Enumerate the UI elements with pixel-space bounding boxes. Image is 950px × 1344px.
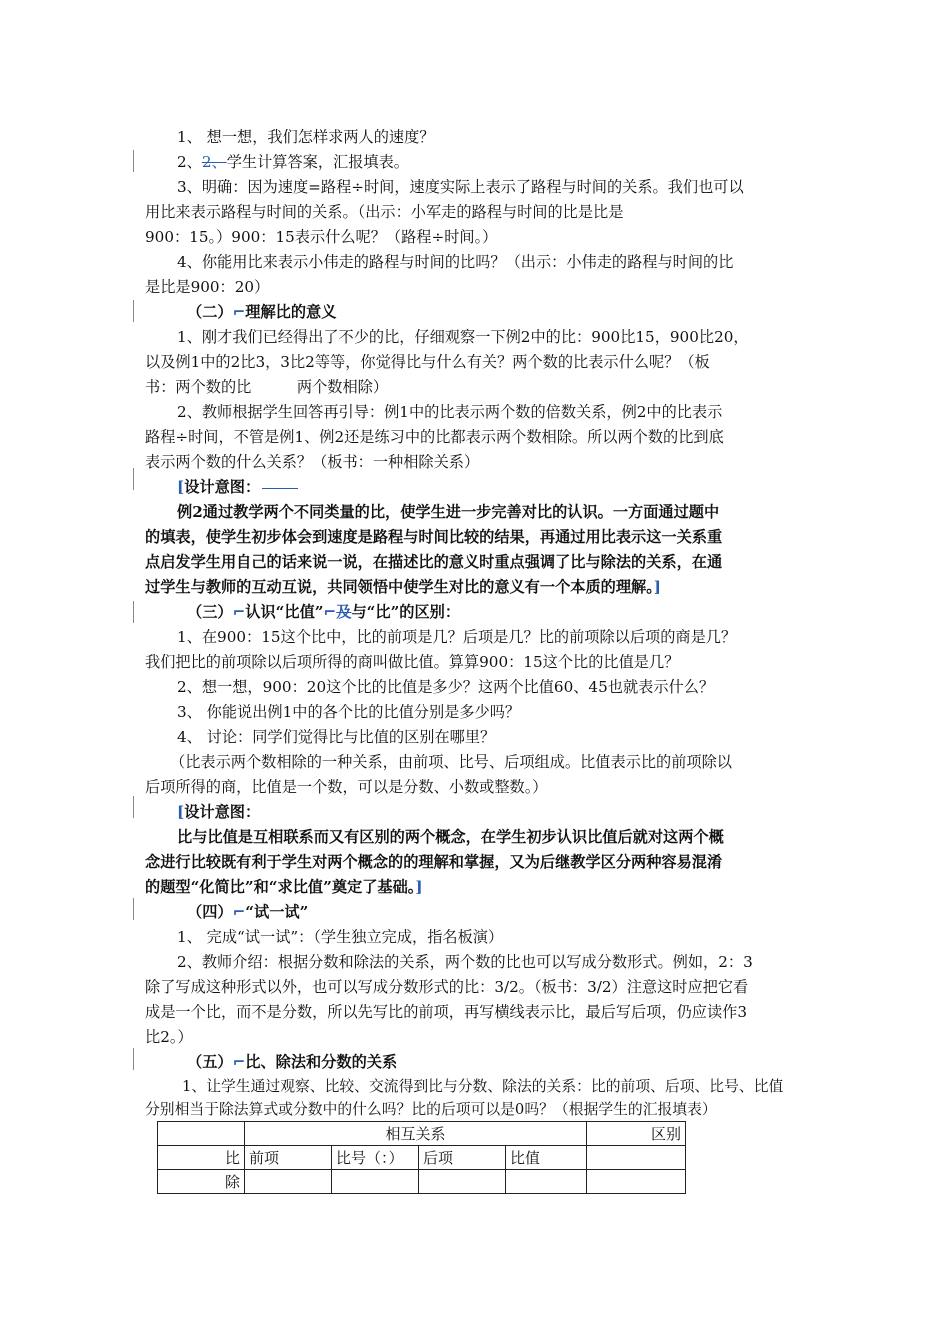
revision-bar (133, 468, 134, 490)
paragraph-line: 书：两个数的比 两个数相除） (145, 378, 388, 396)
design-intent-line: 的填表，使学生初步体会到速度是路程与时间比较的结果，再通过用比表示这一关系重 (145, 528, 723, 546)
line-text: 过学生与教师的互动互说，共同领悟中使学生对比的意义有一个本质的理解。 (145, 578, 654, 596)
section-heading (187, 1050, 827, 1074)
section-heading (187, 900, 827, 924)
table-cell (332, 1170, 419, 1194)
revision-mark: ⌐ (232, 603, 246, 621)
revision-bar (133, 1048, 134, 1070)
revision-mark: ⌐ (232, 903, 246, 921)
heading-text: 比、除法和分数的关系 (245, 1053, 398, 1071)
revision-bar (133, 601, 134, 623)
revision-mark: ⌐ (323, 603, 337, 621)
heading-text: 与“比”的区别： (351, 603, 461, 621)
bracket-mark: ] (415, 878, 423, 896)
paragraph-line: 我们把比的前项除以后项所得的商叫做比值。算算900：15这个比的比值是几？ (145, 653, 680, 671)
revision-mark: ⌐ (232, 1053, 246, 1071)
table-cell: 前项 (245, 1146, 332, 1170)
paragraph-line: 1、 完成“试一试”：（学生独立完成，指名板演） (177, 928, 504, 946)
paragraph-line: 用比来表示路程与时间的关系。（出示：小军走的路程与时间的比是比是 (145, 203, 624, 221)
heading-text: 认识“比值” (245, 603, 324, 621)
heading-number: （二） (187, 303, 233, 321)
paragraph-line: 路程÷时间，不管是例1、例2还是练习中的比都表示两个数相除。所以两个数的比到底 (145, 428, 724, 446)
paragraph-line: 1、刚才我们已经得出了不少的比，仔细观察一下例2中的比：900比15，900比20， (177, 328, 749, 346)
table-cell (419, 1170, 506, 1194)
table-row-label: 比 (158, 1146, 245, 1170)
design-intent-line: 比与比值是互相联系而又有区别的两个概念，在学生初步认识比值后就对这两个概 (177, 828, 724, 846)
paragraph-line: 成是一个比，而不是分数，所以先写比的前项，再写横线表示比，最后写后项，仍应读作3 (145, 1003, 747, 1021)
paragraph-line: 4、 讨论：同学们觉得比与比值的区别在哪里？ (177, 728, 496, 746)
table-row (158, 1170, 686, 1194)
heading-text: 理解比的意义 (245, 303, 337, 321)
table-cell (587, 1170, 686, 1194)
table-row (158, 1122, 686, 1146)
table-row-label: 除 (158, 1170, 245, 1194)
revision-mark: ⌐ (232, 303, 246, 321)
table-cell (506, 1170, 587, 1194)
paragraph-line: 2、教师根据学生回答再引导：例1中的比表示两个数的倍数关系，例2中的比表示 (177, 403, 723, 421)
table-header-cell: 区别 (587, 1122, 686, 1146)
table-cell (245, 1170, 332, 1194)
paragraph-line: 1、 想一想，我们怎样求两人的速度？ (177, 128, 435, 146)
paragraph-line: （比表示两个数相除的一种关系，由前项、比号、后项组成。比值表示比的前项除以 (170, 753, 732, 771)
heading-number: （三） (187, 603, 233, 621)
table-cell: 比值 (506, 1146, 587, 1170)
deleted-text: 及 (336, 603, 352, 621)
paragraph-line: 除了写成这种形式以外，也可以写成分数形式的比：3/2。（板书：3/2）注意这时应把它看 (145, 978, 749, 996)
line-text: 的题型“化简比”和“求比值”奠定了基础。 (145, 878, 416, 896)
paragraph-line: 后项所得的商，比值是一个数，可以是分数、小数或整数。） (145, 778, 548, 796)
design-intent-line (145, 575, 815, 599)
table-cell (587, 1146, 686, 1170)
design-intent-line: 例2通过教学两个不同类量的比，使学生进一步完善对比的认识。一方面通过题中 (177, 503, 720, 521)
line-text: 学生计算答案，汇报填表。 (226, 153, 409, 171)
label-text: 设计意图： (184, 478, 261, 496)
section-heading (187, 300, 827, 324)
bracket-mark: [ (177, 478, 185, 496)
design-intent-label (177, 800, 817, 824)
paragraph-line: 2、教师介绍：根据分数和除法的关系，两个数的比也可以写成分数形式。例如，2：3 (177, 953, 753, 971)
design-intent-label (177, 475, 817, 499)
table-cell: 后项 (419, 1146, 506, 1170)
paragraph-line: 3、明确：因为速度=路程÷时间，速度实际上表示了路程与时间的关系。我们也可以 (177, 178, 744, 196)
table-header-cell: 相互关系 (245, 1122, 587, 1146)
revision-underline (262, 488, 298, 489)
table-row (158, 1146, 686, 1170)
design-intent-line: 念进行比较既有利于学生对两个概念的的理解和掌握，又为后继教学区分两种容易混淆 (145, 853, 723, 871)
paragraph-line (177, 150, 817, 174)
revision-bar (133, 796, 134, 818)
paragraph-line: 2、想一想，900：20这个比的比值是多少？这两个比值60、45也就表示什么？ (177, 678, 715, 696)
design-intent-line (145, 875, 815, 899)
paragraph-line: 表示两个数的什么关系？（板书：一种相除关系） (145, 453, 480, 471)
label-text: 设计意图： (184, 803, 261, 821)
revision-bar (133, 898, 134, 920)
paragraph-line: 3、 你能说出例1中的各个比的比值分别是多少吗？ (177, 703, 521, 721)
relationship-table (157, 1121, 686, 1194)
bracket-mark: ] (653, 578, 661, 596)
revision-bar (133, 300, 134, 322)
heading-text: “试一试” (245, 903, 309, 921)
design-intent-line: 点启发学生用自己的话来说一说，在描述比的意义时重点强调了比与除法的关系，在通 (145, 553, 723, 571)
paragraph-line: 900：15。）900：15表示什么呢？（路程÷时间。） (145, 228, 498, 246)
paragraph-line: 1、让学生通过观察、比较、交流得到比与分数、除法的关系：比的前项、后项、比号、比值 (182, 1078, 784, 1095)
heading-number: （四） (187, 903, 233, 921)
revision-bar (133, 150, 134, 172)
paragraph-line: 以及例1中的2比3，3比2等等，你觉得比与什么有关？两个数的比表示什么呢？（板 (145, 353, 710, 371)
list-number: 2、 (177, 153, 202, 171)
table-cell: 比号（：） (332, 1146, 419, 1170)
heading-number: （五） (187, 1053, 233, 1071)
bracket-mark: [ (177, 803, 185, 821)
paragraph-line: 1、在900：15这个比中，比的前项是几？后项是几？比的前项除以后项的商是几？ (177, 628, 737, 646)
paragraph-line: 是比是900：20） (145, 278, 270, 296)
paragraph-line: 4、你能用比来表示小伟走的路程与时间的比吗？（出示：小伟走的路程与时间的比 (177, 253, 734, 271)
deleted-text: 2、 (201, 153, 227, 171)
table-cell (158, 1122, 245, 1146)
paragraph-line: 比2。） (145, 1028, 193, 1046)
section-heading (187, 600, 827, 624)
paragraph-line: 分别相当于除法算式或分数中的什么吗？比的后项可以是0吗？（根据学生的汇报填表） (145, 1101, 717, 1118)
